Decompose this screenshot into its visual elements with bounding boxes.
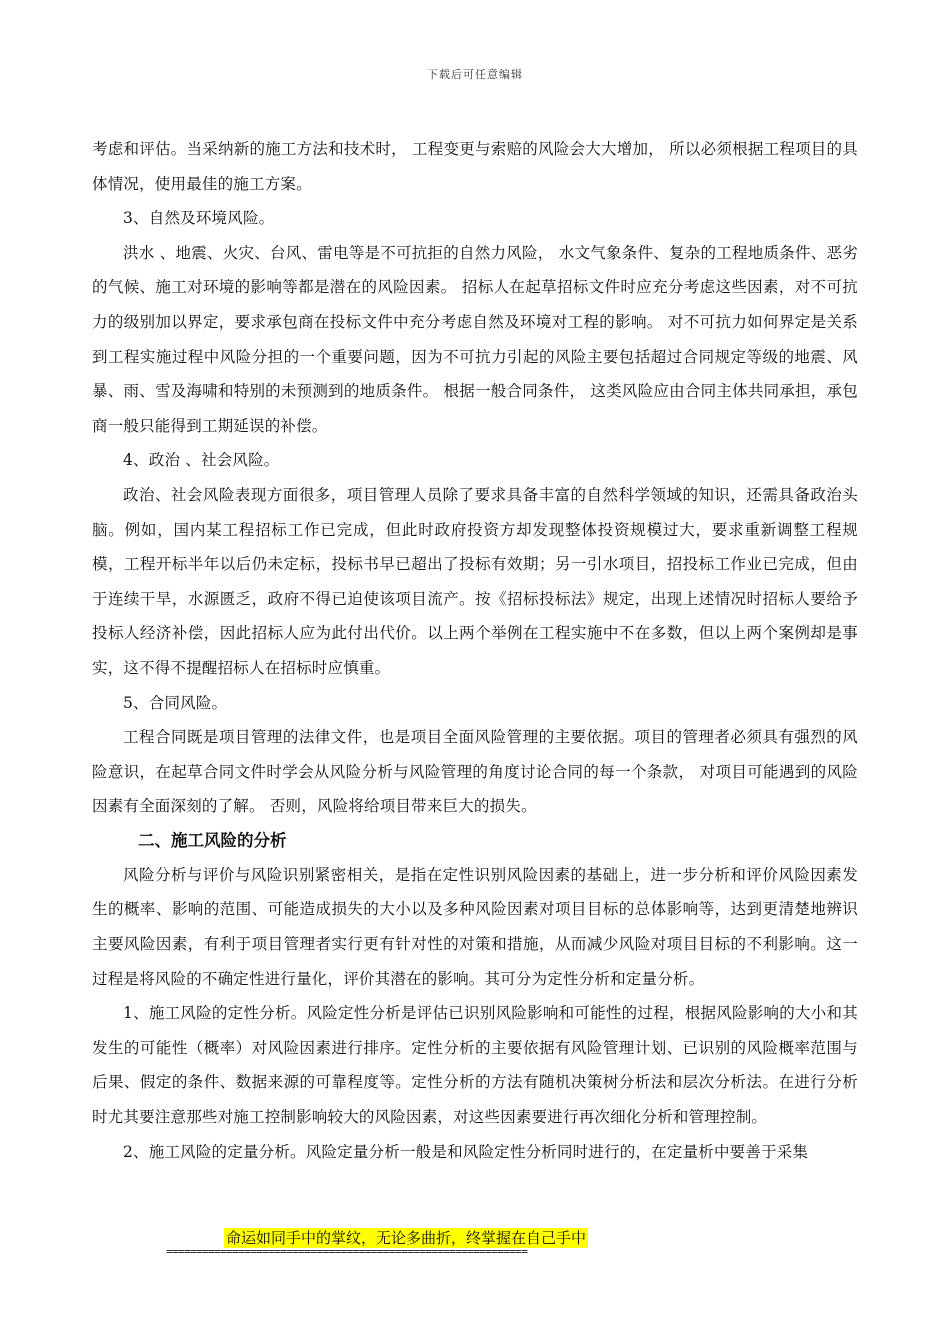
section-heading-political-risk: 4、政治 、社会风险。 xyxy=(123,451,280,470)
chapter-heading-risk-analysis: 二、施工风险的分析 xyxy=(138,830,287,850)
paragraph-risk-analysis-intro: 风险分析与评价与风险识别紧密相关，是指在定性识别风险因素的基础上，进一步分析和评价风险因素发生的概率、影响的范围、可能造成损失的大小以及多种风险因素对项目目标的总体影响等，达到更清楚地辨识主要风险因素，有利于项目管理者实行更有针对性的对策和措施，从而减少风险对项目目标的不利影响。这一过程是将风险的不确定性进行量化，评价其潜在的影响。其可分为定性分析和定量分析。 xyxy=(92,865,858,988)
paragraph-political-risk: 政治、社会风险表现方面很多，项目管理人员除了要求具备丰富的自然科学领域的知识，还需具备政治头脑。例如，国内某工程招标工作已完成，但此时政府投资方却发现整体投资规模过大，要求重新调整工程规模，工程开标半年以后仍未定标，投标书早已超出了投标有效期；另一引水项目，招投标工作业已完成，但由于连续干旱，水源匮乏，政府不得已迫使该项目流产。按《招标投标法》规定，出现上述情况时招标人要给予投标人经济补偿，因此招标人应为此付出代价。以上两个举例在工程实施中不在多数，但以上两个案例却是事实，这不得不提醒招标人在招标时应慎重。 xyxy=(92,485,858,677)
paragraph-quantitative-analysis: 2、施工风险的定量分析。风险定量分析一般是和风险定性分析同时进行的，在定量析中要善于采集 xyxy=(123,1142,809,1161)
paragraph-natural-risk: 洪水 、地震、火灾、台风、雷电等是不可抗拒的自然力风险， 水文气象条件、复杂的工程地质条件、恶劣的气候、施工对环境的影响等都是潜在的风险因素。 招标人在起草招标文件时应充分考虑这些因素，对不可抗力的级别加以界定，要求承包商在投标文件中充分考虑自然及环境对工程的影响。 对不可抗力如何界定是关系到工程实施过程中风险分担的一个重要问题，因为不可抗力引起的风险主要包括超过合同规定等级的地震、风暴、雨、雪及海啸和特别的未预测到的地质条件。 根据一般合同条件， 这类风险应由合同主体共同承担，承包商一般只能得到工期延误的补偿。 xyxy=(92,243,858,435)
page-header: 下载后可任意编辑 xyxy=(427,68,523,81)
paragraph-qualitative-analysis: 1、施工风险的定性分析。风险定性分析是评估已识别风险影响和可能性的过程，根据风险影响的大小和其发生的可能性（概率）对风险因素进行排序。定性分析的主要依据有风险管理计划、已识别的风险概率范围与后果、假定的条件、数据来源的可靠程度等。定性分析的方法有随机决策树分析法和层次分析法。在进行分析时尤其要注意那些对施工控制影响较大的风险因素，对这些因素要进行再次细化分析和管理控制。 xyxy=(92,1004,858,1127)
paragraph-continuation: 考虑和评估。当采纳新的施工方法和技术时， 工程变更与索赔的风险会大大增加， 所以必须根据工程项目的具体情况，使用最佳的施工方案。 xyxy=(92,140,858,193)
section-heading-contract-risk: 5、合同风险。 xyxy=(123,693,228,712)
footer-motto: 命运如同手中的掌纹，无论多曲折，终掌握在自己手中 xyxy=(226,1229,587,1247)
paragraph-contract-risk: 工程合同既是项目管理的法律文件，也是项目全面风险管理的主要依据。项目的管理者必须具有强烈的风险意识，在起草合同文件时学会从风险分析与风险管理的角度讨论合同的每一个条款， 对项目可能遇到的风险因素有全面深刻的了解。 否则，风险将给项目带来巨大的损失。 xyxy=(92,728,858,816)
document-body xyxy=(92,132,858,1169)
section-heading-natural-risk: 3、自然及环境风险。 xyxy=(123,209,275,228)
footer-divider: ============================================================ xyxy=(166,1245,528,1258)
